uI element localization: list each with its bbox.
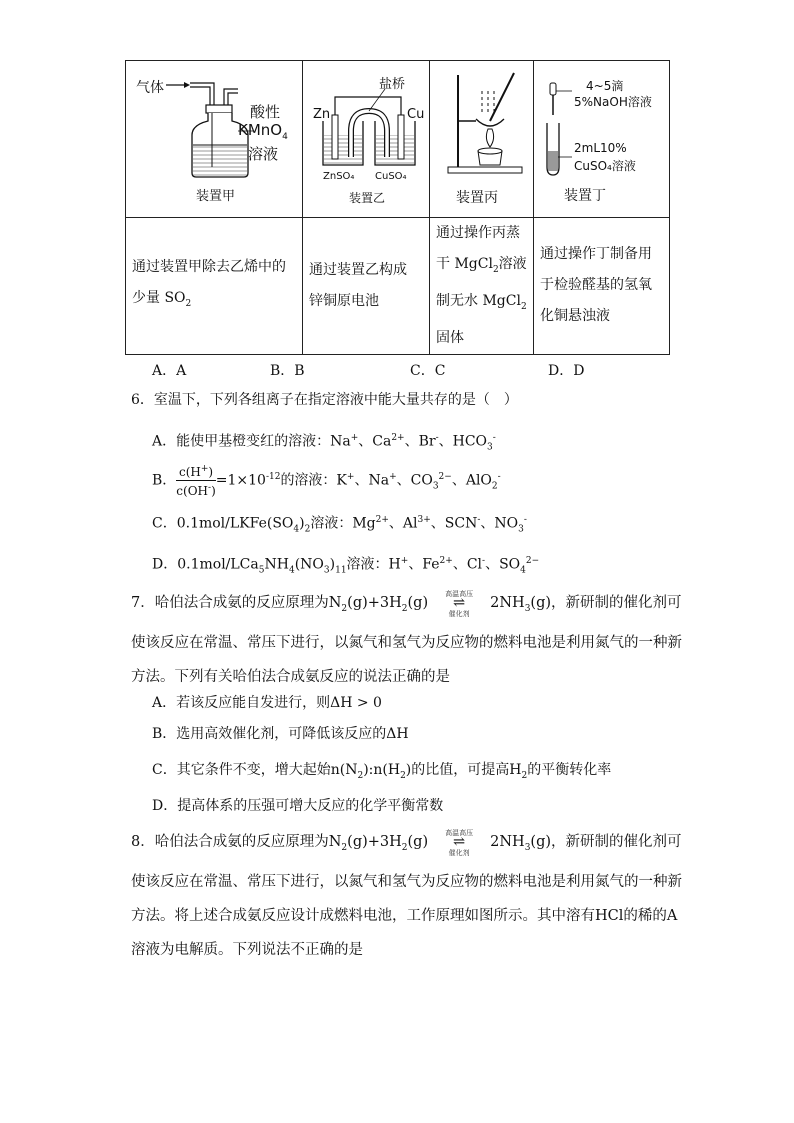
apparatus-ding-cell — [534, 61, 670, 218]
option-a[interactable]: A．A — [152, 363, 187, 379]
option-b[interactable]: B．B — [270, 363, 305, 379]
q7-stem: 7．哈伯法合成氨的反应原理为$N_2(g)+3H_2(g)$高温高压 ⇌ 催化剂$2NH_3(g)$，新研制的催化剂可 使该反应在常温、常压下进行，以氮气和氢气为反应物的燃料电池是利用氮气的一种新 方法。下列有关哈伯法合成氨反应的说法正确的是 — [131, 589, 682, 685]
salt-bridge-label: 盐桥 — [379, 77, 406, 92]
reaction-arrow: 高温高压 ⇌ 催化剂 — [445, 828, 474, 857]
option-c[interactable]: C．C — [410, 363, 446, 379]
apparatus-bing-description: 通过操作丙蒸 干 MgCl$_2$溶液 制无水 MgCl$_2$ 固体 — [430, 218, 534, 355]
gas-label: 气体 — [136, 80, 164, 96]
apparatus-jia-caption: 装置甲 — [196, 189, 236, 204]
apparatus-yi-description: 通过装置乙构成 锌铜原电池 — [303, 218, 430, 355]
cu-label: Cu — [407, 107, 425, 122]
naoh-label: 5%NaOH溶液 — [574, 95, 652, 109]
q7-option-c[interactable]: C．其它条件不变，增大起始$n(N_2):n(H_2)$的比值，可提高$H_2$的平衡转化率 — [152, 762, 612, 781]
ion-ratio-fraction: $\frac{c(H^+)}{c(OH^-)}$ — [176, 464, 216, 499]
q6-option-b[interactable]: B． $\frac{c(H^+)}{c(OH^-)}$ $=1\times 10^{-12}$的溶液：K+、Na+、$CO_3^{2-}$、AlO$_2$- — [152, 464, 501, 499]
apparatus-table — [125, 60, 670, 355]
kmno4-label: KMnO$_4$ — [238, 121, 288, 142]
apparatus-yi-caption: 装置乙 — [349, 191, 386, 205]
apparatus-ding-description: 通过操作丁制备用 于检验醛基的氢氧 化铜悬浊液 — [534, 218, 670, 355]
cuso4-solution-label: CuSO₄溶液 — [574, 159, 636, 173]
q7-option-a[interactable]: A．若该反应能自发进行，则ΔH > 0 — [152, 695, 382, 711]
volume-label: 2mL10% — [574, 141, 627, 155]
apparatus-jia-description: 通过装置甲除去乙烯中的 少量 $SO_2$ — [126, 218, 303, 355]
apparatus-yi-cell — [303, 61, 430, 218]
apparatus-bing-caption: 装置丙 — [456, 190, 498, 206]
option-d[interactable]: D．D — [548, 363, 585, 379]
acidic-label: 酸性 — [250, 103, 281, 121]
q7-option-d[interactable]: D．提高体系的压强可增大反应的化学平衡常数 — [152, 798, 444, 814]
solution-label: 溶液 — [248, 145, 279, 163]
q8-stem: 8．哈伯法合成氨的反应原理为$N_2(g)+3H_2(g)$高温高压 ⇌ 催化剂$2NH_3(g)$，新研制的催化剂可 使该反应在常温、常压下进行，以氮气和氢气为反应物的燃料电池是利用氮气的一种新 方法。将上述合成氨反应设计成燃料电池，工作原理如图所示。其中溶有HCl的稀的A 溶液为电解质。下列说法不正确的是 — [131, 828, 682, 958]
reaction-arrow: 高温高压 ⇌ 催化剂 — [445, 589, 474, 618]
znso4-label: ZnSO₄ — [323, 171, 355, 182]
q6-stem: 6．室温下，下列各组离子在指定溶液中能大量共存的是（ ） — [131, 392, 518, 408]
apparatus-ding-caption: 装置丁 — [564, 188, 606, 204]
q6-option-d[interactable]: D．$0.1mol/LCa_5NH_4(NO_3)_{11}$溶液：H+、$Fe^{2+}$、Cl-、$SO_4^{2-}$ — [152, 556, 540, 576]
drops-label: 4~5滴 — [586, 79, 624, 93]
apparatus-jia-cell — [126, 61, 303, 218]
cuso4-label: CuSO₄ — [375, 171, 407, 182]
apparatus-bing-cell — [430, 61, 534, 218]
q6-option-a[interactable]: A．能使甲基橙变红的溶液：Na+、$Ca^{2+}$、Br-、$HCO_3^-$ — [152, 433, 496, 453]
q7-option-b[interactable]: B．选用高效催化剂，可降低该反应的ΔH — [152, 726, 409, 742]
zn-label: Zn — [313, 107, 331, 122]
q6-option-c[interactable]: C．$0.1mol/LKFe(SO_4)_2$溶液：$Mg^{2+}$、$Al^{3+}$、SCN-、$NO_3^-$ — [152, 515, 527, 535]
